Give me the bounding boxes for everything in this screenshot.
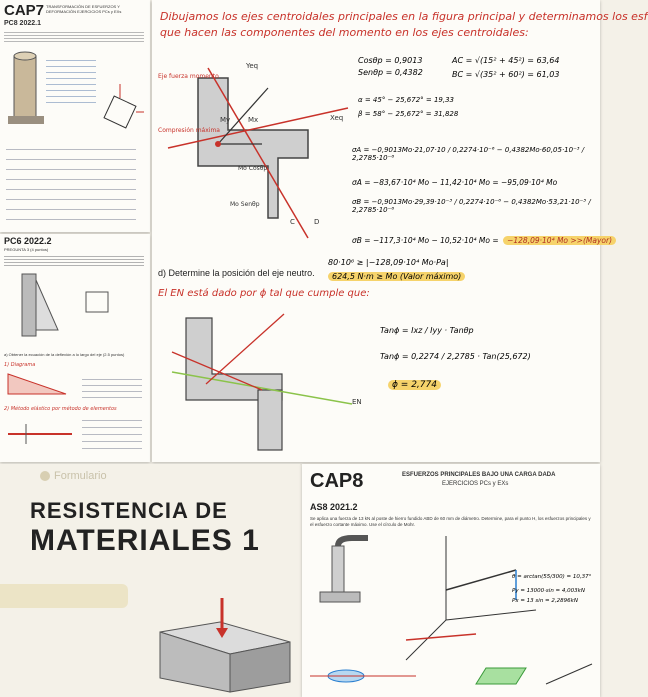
cap7-problem-text [4, 30, 144, 44]
cap7-eqs [6, 140, 136, 220]
sigma-b-row [352, 230, 616, 248]
post-figure [6, 48, 46, 128]
eq-ac: AC = √(15² + 45²) = 63,64 [452, 56, 560, 65]
eq-tan2: Tanϕ = 0,2274 / 2,2785 · Tan(25,672) [380, 352, 531, 361]
en-label: EN [352, 398, 362, 406]
pc6-hand-a: 1) Diagrama [4, 362, 36, 368]
pc6-text [4, 254, 144, 266]
cover-card [0, 464, 300, 697]
pc6-work [82, 374, 142, 398]
neutral-axis-diagram [172, 312, 372, 452]
part-d-question: d) Determine la posición del eje neutro. [158, 268, 315, 278]
eq-tan1: Tanϕ = Ixz / Iyy · Tanθp [380, 326, 474, 335]
label-yeq: Yeq [246, 62, 259, 70]
load-diagram [6, 370, 76, 400]
cover-block-figure [150, 592, 300, 692]
eq-sigma-b: σB = −0,9013Mo·29,39·10⁻³ / 0,2274·10⁻⁶ − 0,4382Mo·53,21·10⁻³ / 2,2785·10⁻⁶ [352, 198, 591, 214]
eq-alpha: α = 45° − 25,672° = 19,33 [358, 96, 455, 104]
cap8-statement: Se aplica una fuerza de 13 kN al poste de hierro fundido ABD de 60 mm de diámetro. Determine, para el punto H, los esfuerzos principales y el esfuerzo cortante máximo. Use el círculo de Mohr. [310, 516, 591, 527]
notes-card [152, 0, 648, 462]
label-d: D [314, 218, 320, 226]
pc6-title: PC6 2022.2 [4, 236, 52, 246]
cap8-calc-3: Px = 13 sin = 2,2896kN [512, 598, 578, 604]
cap7-handwork [46, 55, 96, 105]
label-mx: Mx [248, 116, 259, 124]
pc6-hand-b: 2) Método elástico por método de elementos [4, 406, 117, 412]
label-my: My [220, 116, 231, 124]
label-xeq: Xeq [330, 114, 344, 122]
beam-elements [6, 414, 76, 454]
eq-cos: Cosθp = 0,9013 [358, 56, 423, 65]
cap8-post-figure [312, 536, 382, 606]
cap8-stress-diagrams [306, 654, 596, 694]
label-compresion: Compresión máxima [158, 127, 220, 134]
badge-dot-icon [40, 471, 50, 481]
notes-heading-2: que hacen las componentes del momento en los ejes centroidales: [160, 26, 529, 39]
cover-title-1: RESISTENCIA DE [30, 498, 228, 523]
label-eje-fuerza: Eje fuerza momento [158, 73, 219, 80]
cap8-calc-2: Py = 13000·sin = 4,003kN [512, 588, 585, 594]
cap7-title: CAP7 [4, 2, 45, 19]
section-diagram [158, 48, 358, 238]
eq-sigma-a: σA = −0,9013Mo·21,07·10 / 0,2274·10⁻⁶ − 0,4382Mo·60,05·10⁻³ / 2,2785·10⁻⁶ [352, 146, 585, 162]
cap7-subtitle: TRANSFORMACIÓN DE ESFUERZOS Y DEFORMACIÓN EJERCICIOS PCs y EXs [46, 4, 122, 14]
eq-phi: ϕ = 2,774 [388, 380, 441, 390]
eq-beta: β = 58° − 25,672° = 31,828 [358, 110, 459, 118]
cap7-problem: PC8 2022.1 [4, 20, 41, 27]
eq-sen: Senθp = 0,4382 [358, 68, 423, 77]
cap8-card [302, 464, 600, 697]
stress-element [96, 82, 146, 142]
eq-bc: BC = √(35² + 60²) = 61,03 [452, 70, 560, 79]
pc6-card [0, 234, 150, 462]
eq-limit: 80·10⁶ ≥ |−128,09·10⁴ Mo·Pa| [328, 258, 449, 267]
pc6-work2 [82, 414, 142, 450]
label-c: C [290, 218, 295, 226]
eq-result: 624,5 N·m ≥ Mo (Valor máximo) [328, 272, 465, 281]
label-m-sen: Mo Senθp [230, 201, 260, 208]
cap8-subtitle-1: ESFUERZOS PRINCIPALES BAJO UNA CARGA DADA [402, 472, 556, 478]
en-heading: El EN está dado por ϕ tal que cumple que: [158, 288, 370, 299]
cap8-calc-1: θ = arctan(55/300) = 10,37° [512, 574, 592, 580]
cover-title-2: MATERIALES 1 [30, 524, 260, 557]
pc6-part-a: a) Obtener la ecuación de la deflexión a lo largo del eje (2.5 puntos) [4, 352, 125, 357]
label-m-cos: Mo Cosθp [238, 165, 268, 172]
beam-figure [16, 270, 126, 345]
cap7-card [0, 0, 150, 232]
notes-heading-1: Dibujamos los ejes centroidales principales en la figura principal y determinamos los esf [160, 10, 648, 23]
cover-badge: Formulario [40, 470, 107, 482]
cap8-problem: AS8 2021.2 [310, 502, 358, 512]
pc6-sub: PREGUNTA 3 (4 puntos) [4, 247, 49, 252]
eq-sigma-b-highlight: −128,09·10⁴ Mo >>(Mayor) [503, 236, 616, 245]
cover-accent-bar [0, 584, 128, 608]
eq-sigma-a2: σA = −83,67·10⁴ Mo − 11,42·10⁴ Mo = −95,09·10⁴ Mo [352, 178, 558, 187]
cap8-subtitle-2: EJERCICIOS PCs y EXs [442, 481, 509, 487]
cap8-title: CAP8 [310, 470, 364, 492]
eq-sigma-b2: σB = −117,3·10⁴ Mo − 10,52·10⁴ Mo = [352, 236, 499, 245]
